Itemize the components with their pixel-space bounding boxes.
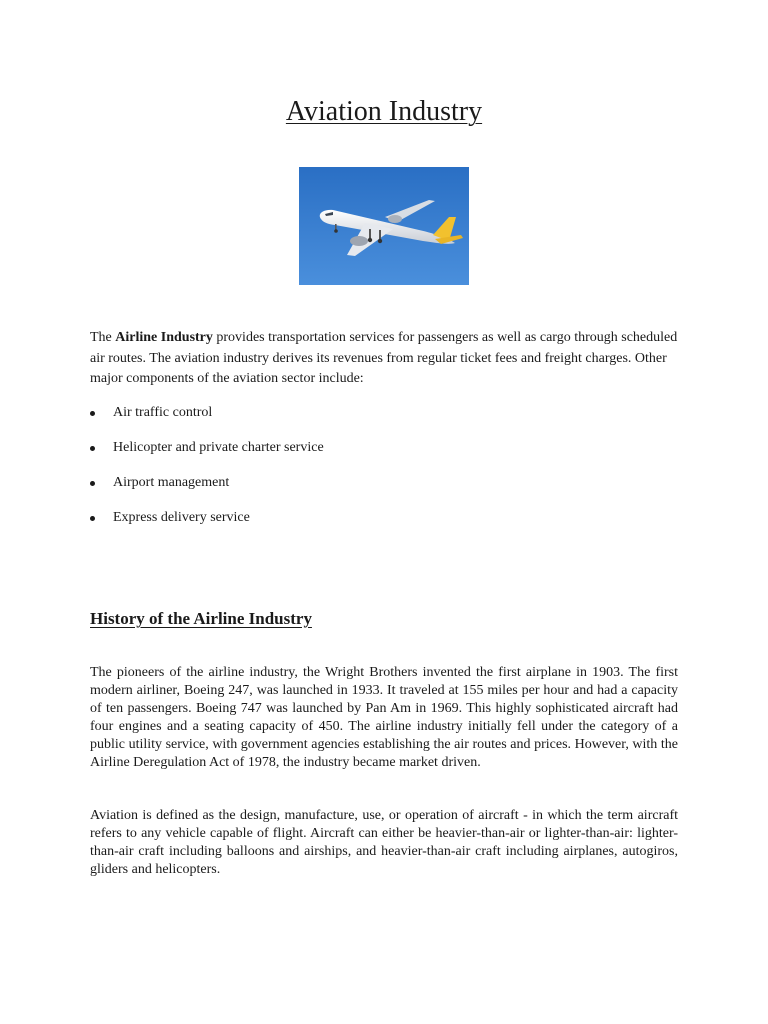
- aviation-definition-paragraph: Aviation is defined as the design, manufacture, use, or operation of aircraft - in which the term aircraft refers to any vehicle capable of flight. Aircraft can either be heavier-than-air or lighter-than-air: lighter-than-air craft including balloons and airships, and heavier-than-air craft including airplanes, autogiros, gliders and helicopters.: [90, 808, 678, 877]
- list-item: [90, 437, 680, 472]
- history-paragraph: The pioneers of the airline industry, the Wright Brothers invented the first airplane in 1903. The first modern airliner, Boeing 247, was launched in 1933. It traveled at 155 miles per hour and had a capacity of ten passengers. Boeing 747 was launched by Pan Am in 1969. This highly sophisticated aircraft had four engines and a seating capacity of 450. The airline industry initially fell under the category of a public utility service, with government agencies establishing the air routes and prices. However, with the Airline Deregulation Act of 1978, the industry became market driven.: [90, 665, 678, 770]
- list-item-text: Helicopter and private charter service: [113, 440, 324, 455]
- list-item-text: Express delivery service: [113, 510, 250, 525]
- components-list: [90, 402, 680, 542]
- intro-prefix: The: [90, 330, 116, 345]
- airplane-photo: [299, 167, 469, 285]
- intro-suffix: provides transportation services for passengers as well as cargo through scheduled air routes. The aviation industry derives its revenues from regular ticket fees and freight charges. Other major components of the aviation sector include:: [90, 330, 678, 386]
- airplane-icon: [299, 167, 469, 285]
- intro-bold-term: Airline Industry: [115, 330, 213, 345]
- list-item: [90, 402, 680, 437]
- bullet-icon: [90, 411, 95, 416]
- history-heading: History of the Airline Industry: [90, 609, 312, 628]
- list-item: [90, 472, 680, 507]
- list-item-text: Air traffic control: [113, 405, 213, 420]
- bullet-icon: [90, 446, 95, 451]
- list-item: [90, 507, 680, 542]
- page-title: Aviation Industry: [285, 96, 483, 127]
- bullet-icon: [90, 516, 95, 521]
- intro-paragraph: [90, 328, 680, 390]
- bullet-icon: [90, 481, 95, 486]
- list-item-text: Airport management: [113, 475, 230, 490]
